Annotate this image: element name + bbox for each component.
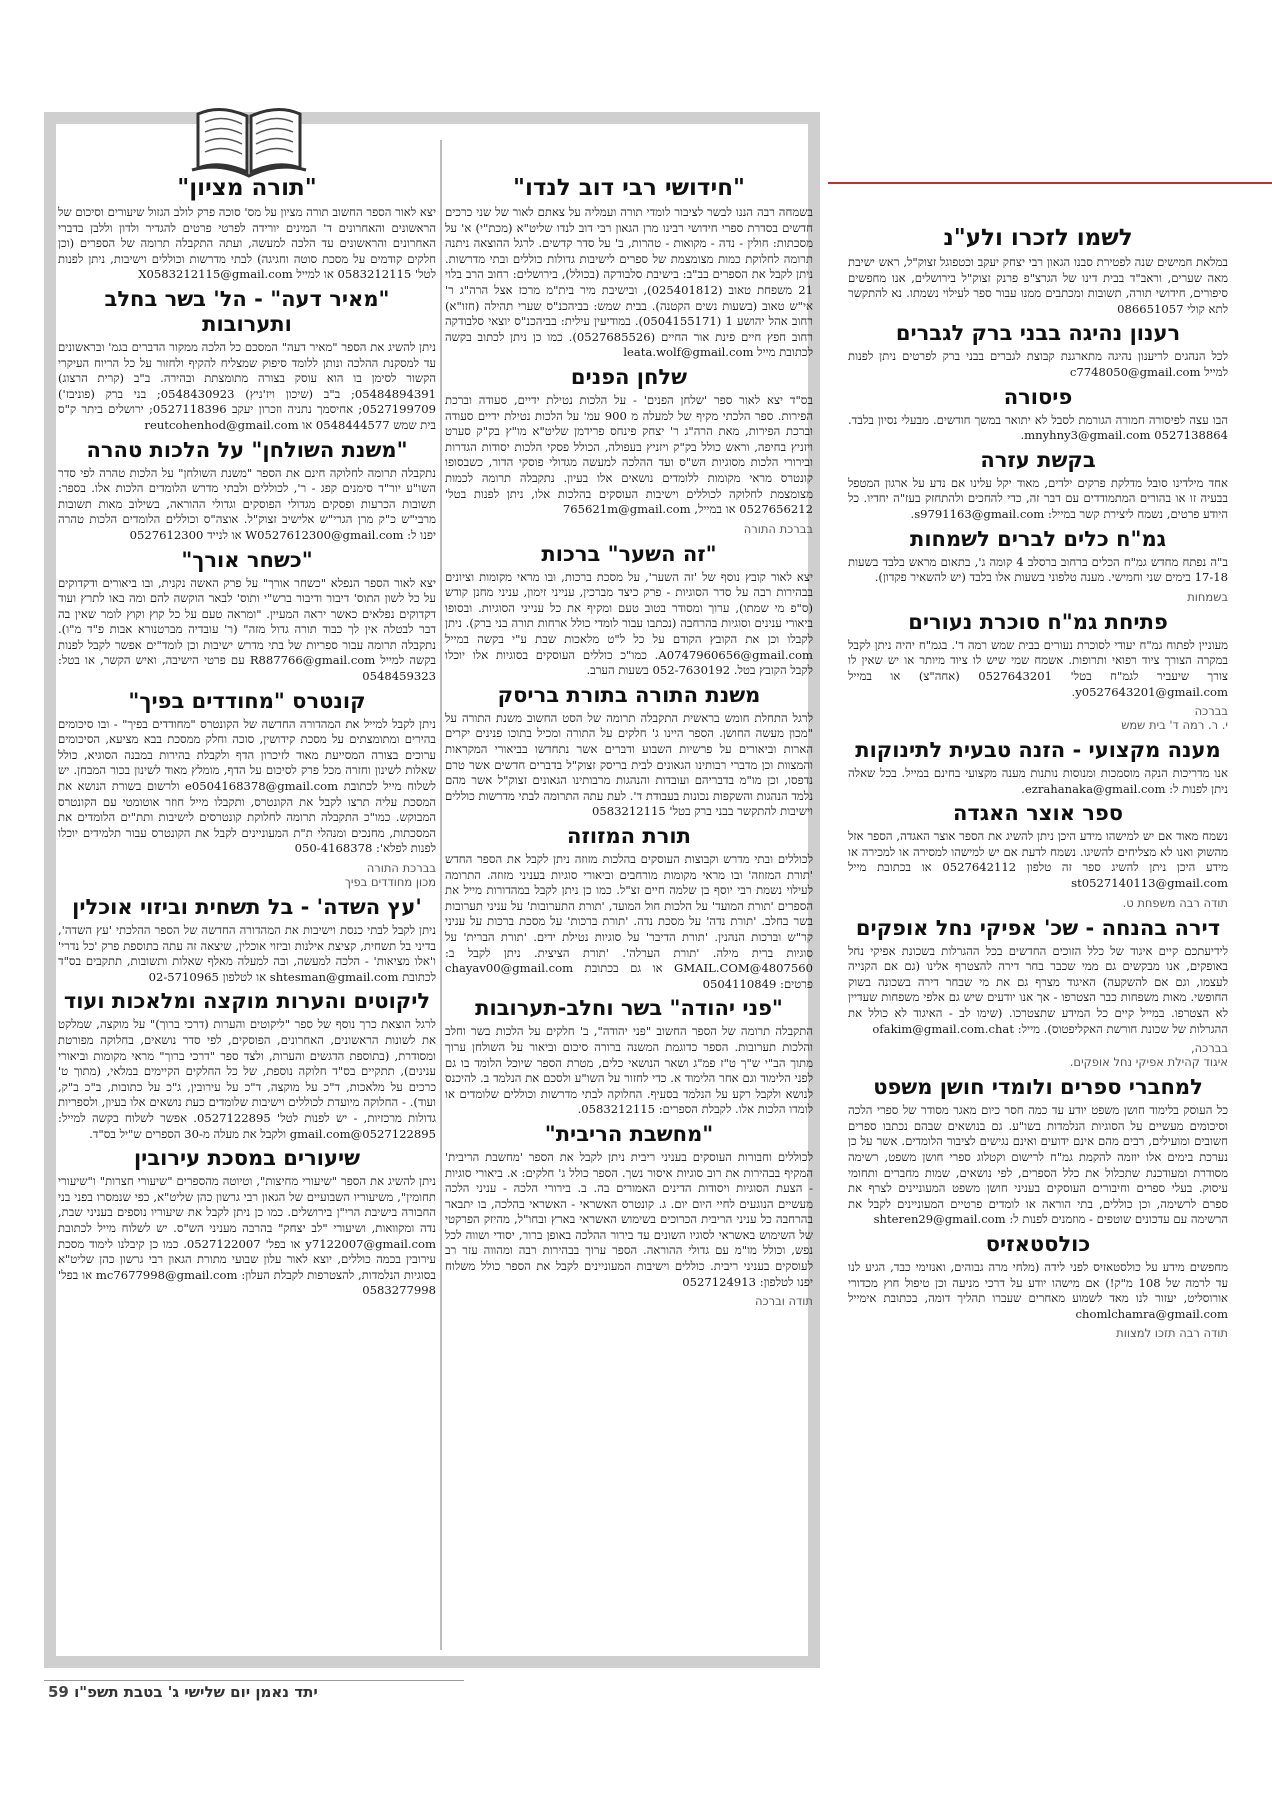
notice-text: ניתן להשיג את הספר "מאיר דעה" המסכם כל הלכה ממקור הדברים בגמ' ובראשונים עד למסקנת ההלכה ונותן ללומד סיפוק שמצליח להקיף ולחזור על כל הריוח העיקרי הקשור לסימן בו הוא עוסק בצורה מתומצתת ובהירה. ב"ב (קרית הרצוג) 05484894391; ב"ב (שיכון ויז'ניץ) 0548430923; בני ברק (פוניבז') 0527199709; אחיסמך נתניה וזכרון יעקב 0527118396; ירושלים ביתר ק"ס בית שמש 0548444577 או reutcohenhod@gmail.com bbox=[58, 339, 436, 432]
notice-text: נשמח מאוד אם יש למישהו מידע היכן ניתן להשיג את הספר אוצר האגדה, הספר אזל מהשוק ואנו לא מצליחים להשיגו. נשמח לדעת אם יש למישהו למסירה או למכירה או מידע היכן ניתן להשיג ספר זה טלפון 0527642112 או בכתובת מייל st0527140113@gmail.com bbox=[848, 829, 1228, 891]
notice-text: בשמחה רבה הננו לבשר לציבור לומדי תורה ועמליה על צאתם לאור של שני כרכים חדשים בסדרת ספרי חידושי רבינו מרן הגאון רבי דוב לנדו שליט"א (מכת"י) א' על מסכתות: חולין - נדה - מקואות - טהרות, ב' על סדר קדשים. לרגל ההוצאה ניתנה תרומה לחלוקת כמות מצומצמת של ספרים לישיבות גדולות כוללים ובתי מדרשות. ניתן לקבל את הספרים בב"ב: בישיבת סלבודקה (בכולל), בירושלים: רחוב הרב בלוי 21 משפחת טאוב (025401812), ובישיבת מיר בית"מ מרכז אצל הרה"ג ר' אי"ש טאוב (בשעות נשים הקטנה). בבית שמש: בביהכנ"ס שערי תהילה (חזו"א) רחוב אהל יהושע 1 (0504155171). במודיעין עילית: בביהכנ"ס יוצאי סלבודקה רחוב חפץ חיים פינת אור החיים (0527685526). כמו כן ניתן לכתוב בקשה לכתובת מייל leata.wolf@gmail.com bbox=[445, 205, 813, 360]
notice-text: מחפשים מידע על כולסטאזיס לפני לידה (מלחי מרה גבוהים, ואנזימי כבד, הגיע לנו עד לרמה של 108 מ"ק!) אם מישהו יודע על דרכי מניעה וכן טיפול חוץ מכדורי אורוסליט, יעזור לנו מאד לשמוע מאחרים שעברו תהליך דומה, בכתובת אימייל chomlchamra@gmail.com bbox=[848, 1259, 1228, 1321]
notice bbox=[445, 542, 813, 679]
notice bbox=[848, 385, 1228, 444]
notice-title: משנת התורה בתורת בריסק bbox=[497, 682, 761, 707]
notice-title: "תורה מציון" bbox=[177, 175, 317, 201]
notice bbox=[848, 1075, 1228, 1228]
notice bbox=[58, 1146, 436, 1299]
notice bbox=[848, 916, 1228, 1070]
notice bbox=[445, 824, 813, 992]
notice-text: יצא לאור קובץ נוסף של 'זה השער', על מסכת ברכות, ובו מראי מקומות וציונים בבהירות רבה על סדר הסוגיות - פרק כיצד מברכין, ענייני זימון, עניני מחנן קודש (ס"פ מי שמתו), ערוך ומסודר בטוב טעם ומקיף את כל ענייני הסוגיות. ובסופו ביאורי ענינים וסוגיות בהרחבה (נכתבו עבור לומדי כולל ארחות תורה בני ברק). ניתן לקבלו וכן את הקובץ הקודם על כל ל"ט מלאכות שבת ע"י בקשה במייל A0747960656@gmail.com. כמו"כ כוללים העוסקים בסוגיות אלו יוכלו לקבל הקובץ בטל. 052-7630192 בשעות הערב. bbox=[445, 569, 813, 678]
notice-title: "זה השער" ברכות bbox=[541, 541, 717, 566]
notice-title: ספר אוצר האגדה bbox=[952, 801, 1124, 826]
notice-text: בס"ד יצא לאור ספר 'שלחן הפנים' - על הלכות נטילת ידיים, סעודה וברכת הפירות. ספר הלכתי מקיף של למעלה מ 900 עמ' על הלכות נטילת ידיים סעודה וברכת הפירות, מאת הרה"ג ר' יצחק פינחס פרידמן שליט"א מו"ץ בק"ק סערט ויזניץ בחיפה, וראש כולל בק"ק ויזניץ בעפולה, הכולל פסקי הלכות יסודות הגדרות ובירורי הלכות מסוגיות הש"ס ועד ההלכה למעשה מגדולי פוסקי הדור, כשבסופו קונטרס מראי מקומות ללומדים נושאים אלו בעיון. נתקבלה תרומה לכמות מצומצמת לחלוקה לכוללים וישיבות העוסקים בהלכות אלו, ניתן לפנות בטל' 0527656212 או במייל, 765621m@gmail.com bbox=[445, 392, 813, 517]
notice-title: "מחשבת הריבית" bbox=[544, 1121, 714, 1146]
notice-text: אחד מילדינו סובל מדלקת פרקים ילדים, מאוד יקל עלינו אם נדע על ארגון המטפל בבעיה זו או בהורים המתמודדים עם דבר זה, כדי להחכים ולהתחזק בעז"ה יחדיו. כל היודע פרטים, נשמח ליצירת קשר במייל: s9791163@gmail.com. bbox=[848, 475, 1228, 521]
notice bbox=[848, 801, 1228, 909]
notice-text: כל העוסק בלימוד חושן משפט יודע עד כמה חסר כיום מאגר מסודר של ספרי הלכה וסיכומים מעשיים על הסוגיות הנלמדות בשו"ע. גם בנושאים שבהם נכתבו ספרים חשובים ומועילים, רבים מהם אינם ידועים ואינם נגישים לציבור הלומדים. אשר על כן נערכת בימים אלו יוזמה להקמת גמ"ח לרישום וקטלוג ספרי חושן משפט, רשימה מסודרת ומעודכנת שתכלול את כלל הספרים, לפי נושאים, שמות מחברים ותחומי עיסוק. בעלי ספרים וחיבורים העוסקים בעניני חושן משפט המעוניינים לצרף את ספרם לרשימה, וכן כוללים, בתי הוראה או לומדים פרטיים המעוניינים לקבל את הרשימה עם עדכונים שוטפים - מוזמנים לפנות ל: shteren29@gmail.com bbox=[848, 1103, 1228, 1227]
notice bbox=[445, 174, 813, 361]
notice bbox=[58, 989, 436, 1142]
notice-text: אנו מדריכות הנקה מוסמכות ומנוסות נותנות מענה מקצועי בחינם במייל. בכל שאלה ניתן לפנות ל: ezrahanaka@gmail.com. bbox=[848, 766, 1228, 796]
notice-text: יצא לאור הספר החשוב תורה מציון על מס' סוכה פרק לולב הגזול שיעורים וסיכום של הראשונים והאחרונים ד' המינים יורידה לפרטי פרטים להגדיר ולדון וללבן בדברי האחרונים והראשונים עד הלכה למעשה, ועתה התקבלה תרומה של הספרים (וכן חלקים קודמים על מסכת סוטה וחגיגה) לבתי מדרשות וכוללים וישיבות, ניתן לפנות לטל' 0583212115 או למייל X0583212115@gmail.com bbox=[58, 205, 436, 282]
notice-title: פיסורה bbox=[1003, 384, 1073, 409]
notice-title: "פני יהודה" בשר וחלב-תערובות bbox=[475, 996, 783, 1021]
column-divider bbox=[440, 140, 442, 1650]
notice-text: ניתן להשיג את הספר "שיעורי מחיצות", וטיוטה מהספרים "שיעורי חצרות" ו"שיעורי תחומין", משיעוריו השבועיים של הגאון רבי גרשון כהן שליט"א, כפי שנמסרו בפני בני החבורה בישיבת הרי"ן בירושלים. כמו כן ניתן לקבל את שיעוריו נוספים בעניני שבת, נדה ומקוואות, ושיעורי "לב יצחק" בהרבה מעניני הש"ס. יש לשלוח מייל לכתובת y7122007@gmail.com או בפל' 0527122007. כמו כן קיבלנו לימוד מסכת עירובין בכמה כוללים, יוצא לאור עלון שבועי מתורת הגאון רבי גרשון כהן שליט"א בסוגיות הנלמדות, להצטרפות לקבלת העלון: mc7677998@gmail.com או בפל' 0583277998 bbox=[58, 1174, 436, 1298]
notice-title: "משנת השולחן" על הלכות טהרה bbox=[86, 437, 408, 462]
notice-title: בקשת עזרה bbox=[980, 447, 1096, 472]
notice-title: דירה בהנחה - שכ' אפיקי נחל אופקים bbox=[855, 915, 1221, 940]
notice-text: במלאת חמישים שנה לפטירת סבנו הגאון רבי יצחק יעקב וכטפוגל זצוק"ל, ראש ישיבת מאה שערים, וראב"ד בבית דינו של הגרצ"פ פרנק זצוק"ל בירושלים, אנו מחפשים סיפורים, חידושי תורה, תשובות ומכתבים ממנו עבור ספר לעילוי נשמתו. נא להתקשר לתא קולי 086651057 bbox=[848, 255, 1228, 316]
notice bbox=[848, 448, 1228, 523]
notice bbox=[445, 365, 813, 536]
right-column bbox=[848, 220, 1228, 1666]
notice-title: מענה מקצועי - הזנה טבעית לתינוקות bbox=[855, 738, 1221, 763]
notice-title: גמ"ח כלים לברים לשמחות bbox=[909, 526, 1167, 551]
notice-title: רענון נהיגה בבני ברק לגברים bbox=[895, 321, 1181, 346]
notice-text: לידיעתכם קיים איגוד של כלל הזוכים החדשים בכל ההגרלות בשכונת אפיקי נחל באופקים, אנו מבקשים גם ממי שכבר בחר דירה להצטרף אלינו (גם אם הקנייה לעצמו, וגם אם להשקעה) האיגוד מצרף גם את מי שבחר דירה בשכונה בשוק החופשי. מאות משפחות כבר הצטרפו - אך אנו יודעים שיש גם אלפי משפחות שעדיין לא הצטרפו. במייל קיים כל המידע שתצטרכו. (שימו לב - האיגוד לא כולל את ההגרלות של שכונת חורשת האקליפטוס). מייל: ofakim@gmail.com.chat bbox=[848, 943, 1228, 1036]
notice bbox=[58, 548, 436, 685]
notice bbox=[445, 1122, 813, 1308]
notice-title: לשמו לזכרו ולע"נ bbox=[943, 225, 1133, 251]
notice-text: ניתן לקבל לבתי כנסת וישיבות את המהדורה החדשה של הספר ההלכתי 'עץ השדה', בדיני בל תשחית, קציצת אילנות וביזוי אוכלין, שיצאה זה עתה בתוספת פרק 'כל נדרי' ו'אלו מציאות' - הלכה למעשה, ובה למעלה מאלף שאלות ותשובות, תתקבים בס"ד לכתובת shtesman@gmail.com או לטלפון 02-5710965 bbox=[58, 923, 436, 984]
notice bbox=[445, 996, 813, 1118]
notice-title: כולסטאזיס bbox=[985, 1231, 1091, 1256]
notice-signature: בברכת התורה מכון מחודדים בפיך bbox=[344, 861, 436, 889]
notice-signature: תודה וברכה bbox=[754, 1294, 813, 1309]
notice-text: לכוללים ובתי מדרש וקבוצות העוסקים בהלכות מזוזה ניתן לקבל את הספר החדש 'תורת המזוזה' ובו מראי מקומות מורחבים וביאורי סוגיות בעניני מזוזה. התרומה לעילוי נשמת רבי יוסף בן שלמה חיים זצ"ל. כמו כן ניתן לקבל במהדורות מייל את הספרים 'תורת המועד' על הלכות חול המועד, 'תורת התערובות' על עניני תערובות בשר בחלב. 'תורת נדה' על מסכת נדה. 'תורת ברכות' על מסכת ברכות על עניני קר"ש וברכות הנהנין. 'תורת הדיבר' על סוגיות נטילת ידים. 'תורת הברית' על סוגיות ברית מילה. 'תורת הערלה'. 'תורת הציצית. ניתן לקבל ב: 4807560@GMAIL.COM או גם בכתובת chayav00@gmail.com פרטים: 0504110849 bbox=[445, 852, 813, 991]
open-book-icon bbox=[190, 100, 308, 178]
notice bbox=[848, 1232, 1228, 1340]
notice bbox=[848, 224, 1228, 317]
notice bbox=[848, 610, 1228, 732]
notice-text: מעוניין לפתוח גמ"ח יעודי לסוכרת נעורים בבית שמש רמה ד'. בגמ"ח יהיה ניתן לקבל במקרה הצורך ציוד רפואי ותרופות. אשמח שמי שיש לו ציוד מיותר או יש שאין לו צורך שיעביר לגמ"ח בטל' 0527643201 (אחה"צ) או במייל y0527643201@gmail.com. bbox=[848, 637, 1228, 699]
notice-text: נתקבלה תרומה לחלוקה חינם את הספר "משנת השולחן" על הלכות טהרה לפי סדר השו"ע יור"ד סימנים קפג - ר', לכוללים ולבתי מדרש הלומדים הלכות אלו. בספר: תשובות הכרעות ופסקים מגדולי הפוסקים וגדולי ההוראה, בשילוב מאות תשובות מרבי"ש כ"ק מרן הגרי"ש אלישיב זצוק"ל. אוצה"ס וכוללים הלומדים הלכות טהרה יפנו ל: W0527612300@gmail.com או לנייד 0527612300 bbox=[58, 465, 436, 542]
notice bbox=[848, 738, 1228, 797]
notice-text: לרגל הוצאת כרך נוסף של ספר "ליקוטים והערות (דרכי ברוך)" על מוקצה, שמלקט את לשונות הראשונים, האחרונים, הפוסקים, לפי סדר נושאים, בחלוקה מפורטת ומסודרת, (בתוספת הדגשים והערות, ולצד ספר "דרכי ברוך" מראי מקומות וביאורי ענינים), תתקיים בס"ד חלוקה נוספת, של כל החלקים הקיימים במלאי, (מתוך ט' כרכים על מלאכות, ד"כ על מוקצה, ד"כ על עירובין, ג"כ על כתובות, ב"כ ב"ק, ועוד). - החלוקה מיועדת לכוללים וישיבות שלומדים כעת נושאים אלו בעיון, ולספריות גדולות מרכזיות, - יש לפנות לטל' 0527122895. אפשר לשלוח בקשה למייל: 0527122895@gmail.com ולקבל את מעלה מ-30 הספרים ש"יל בס"ד. bbox=[58, 1017, 436, 1141]
notice-signature: תודה רבה משפחת ט. bbox=[1122, 895, 1228, 910]
middle-column bbox=[445, 170, 813, 1666]
notice bbox=[58, 438, 436, 544]
notice-title: קונטרס "מחודדים בפיך" bbox=[128, 688, 366, 713]
notice-text: לרגל התחלת חומש בראשית התקבלה תרומה של הסט החשוב משנת התורה על "מכון מעשה החושן. הספר היינו ג' חלקים על התורה ומכיל בתוכו פנינים יקרים הארות וביאורים על פרשיות השבוע ודברים אשר נתחדשו בביאורי המקראות והמצוות וכן מדברי רבותינו הגאונים לבית בריסק זצוק"ל בדברים חדשים אשר טרם נדפסו, וכן מו"מ בדבריהם ועובדות והנהגות מרבותינו הגאונים זצוק"ל אשר מהם נלמד הנהגות והשקפות נכונות בעבודת ד'. לעת עתה התרומה לבתי מדרשות כוללים וישיבות להתקשר בבני ברק בטל' 0583212115 bbox=[445, 710, 813, 819]
notice-text: יצא לאור הספר הנפלא "כשחר אורך" על פרק האשה נקנית, ובו ביאורים ודקדוקים על כל לשון התוס' דיבור ודיבור ברש"י ותוס' לבאר הוקשה להם ומה באו לתרץ ועוד דקדוקים נפלאים כאשר יראה המעיין. "ומראה טעם על כל קוץ וקוץ לומר שאין בה דבר לבטלה אין לך כבוד תורה גדול מזה" (ר' עובדיה מברטנורא אבות פ"ד מ"ו). נתקבלה תרומה עבור ספריות של בתי מדרש ישיבות וכן לומד"ים אפשר לקבל לפנות בקשה למייל R887766@gmail.com עם פרטי הישיבה, ואיש הקשר, או בטל: 0548459323 bbox=[58, 575, 436, 684]
notice bbox=[848, 527, 1228, 604]
notice-title: 'עץ השדה' - בל תשחית וביזוי אוכלין bbox=[72, 895, 422, 919]
notice-title: תורת המזוזה bbox=[567, 824, 691, 848]
notice bbox=[848, 321, 1228, 380]
notice-signature: בברכה י. ר. רמה ד' בית שמש bbox=[1121, 704, 1228, 733]
page-footer bbox=[44, 1680, 464, 1709]
notice bbox=[58, 895, 436, 985]
notice-title: ליקוטים והערות מוקצה ומלאכות ועוד bbox=[63, 989, 431, 1014]
notice-title: שיעורים במסכת עירובין bbox=[133, 1146, 361, 1171]
notice bbox=[58, 689, 436, 889]
notice bbox=[58, 287, 436, 434]
notice bbox=[445, 683, 813, 820]
notice-signature: בשמחות bbox=[1187, 589, 1228, 604]
notice-signature: תודה רבה תזכו למצוות bbox=[1116, 1326, 1228, 1341]
left-column bbox=[58, 170, 436, 1666]
page-number: 59 bbox=[48, 1683, 69, 1701]
footer-date: יום שלישי ג' בטבת תשפ"ו bbox=[74, 1683, 251, 1701]
notice-title: למחברי ספרים ולומדי חושן משפט bbox=[873, 1075, 1203, 1100]
footer-publication: יתד נאמן bbox=[255, 1683, 318, 1701]
notice bbox=[58, 174, 436, 283]
notice-title: "כשחר אורך" bbox=[181, 547, 313, 572]
top-red-rule bbox=[828, 182, 1272, 184]
notice-text: ניתן לקבל למייל את המהדורה החדשה של הקונטרס "מחודדים בפיך" - ובו סיכומים בהירים ומתומצתים על מסכת קידושין, סוכה וחלק ממסכת בבא מציעא, הסיכומים ערוכים בצורה המסייעת מאוד לזיכרון הדף ולקבלת בהירות במבנה הסוגיא, כולל שאלות לשינון וחזרה מכל פרק לסיכום על הדף, מומלץ מאוד לשינון בכור המבחן. יש לשלוח מייל לכתובת e0504168378@gmail.com ולרשום בשורת הנושא את המסכת עליה תרצו לקבל את הקונטרס, ותקבלו מייל חוזר אוטומטי עם הקונטרס המבוקש. כמו"כ התקבלה תרומה לחלוקת קונטרסים לישיבות ותת"ים הלומדים את המסכתות, מחנכים ומנהלי ת"ת המעוניינים לקבל את הקונטרס עבור תלמידים יוכלו לפנות לפלא': 050-4168378 bbox=[58, 716, 436, 856]
notice-text: התקבלה תרומה של הספר החשוב "פני יהודה", ב' חלקים על הלכות בשר וחלב והלכות תערובות. הספר כדוגמת המשנה ברורה סיכום וביאור על השולחן ערוך מתוך הב"י ש"ך ט"ז פמ"ג ושאר הנושאי כלים, מטרת הספר שיוכל הלומד בו גם לפני הלימוד וגם אחר הלימוד א. כדי לחזור על השו"ע ולסכם את הנלמד ב. להיכנס לנושא ולקבל רקע על הנלמד בסעיף. החלוקה לבתי מדרשות וכוללים שלומדים או לומדו הלכות אלו. לקבלת הספרים: 0583212115. bbox=[445, 1024, 813, 1117]
notice-title: פתיחת גמ"ח סוכרת נעורים bbox=[908, 609, 1168, 634]
notice-text: הבו עצה לפיסורה חמורה הגורמת לסבל לא יתואר במשך חודשים. מבעלי נסיון בלבד. 0527138864 mnyhny3@gmail.com. bbox=[848, 412, 1228, 443]
notice-title: "חידושי רבי דוב לנדו" bbox=[512, 175, 746, 201]
notice-text: לכוללים וחבורות העוסקים בעניני ריבית ניתן לקבל את הספר 'מחשבת הריבית' המקיף בבהירות את רוב סוגיות איסור נשך. הספר כולל ג' חלקים: א. ביאורי סוגיות - הצעת הסוגיות ויסודות הדינים האמורים בה. ב. בירורי הלכה - עניני הלכה מעשיים הנוגעים לחיי היום יום. ג. קונטרס האשראי - האשראי בהלכה, בו יתבאר בהרחבה כל עניני הריבית הכרוכים בשימוש האשראי בארץ ובחו"ל, מהיזק הפרקטי של השימוש באשראי לסוגיו השונים עד בירור ההלכה באופן ברור, יסודי ושווה לכל נפש, וכולל מו"מ עם גדולי ההוראה. הספר ערוך בבהירות רבה ומהווה עזר רב לעוסקים בעניני ריבית. כוללים וישיבות המעוניינים לקבל את הספר כולל משלוח יפנו לטלפון: 0527124913 bbox=[445, 1149, 813, 1289]
notice-signature: בברכה, איגוד קהילת אפיקי נחל אופקים. bbox=[1069, 1041, 1228, 1070]
notice-text: ב"ה נפתח מחדש גמ"ח הכלים ברחוב ברסלב 4 קומה ג', בתאום מראש בלבד בשעות 17-18 בימים שני וחמישי. מענה טלפוני בשעות אלו בלבד (יש להשאיר פקדון). bbox=[848, 554, 1228, 585]
notice-signature: בברכת התורה bbox=[743, 521, 813, 536]
notice-title: שלחן הפנים bbox=[570, 364, 688, 389]
notice-text: לכל הנהגים לריענון נהיגה מתארגנת קבוצת לגברים בבני ברק לפרטים ניתן לפנות למייל c7748050@gmail.com bbox=[848, 349, 1228, 379]
notice-title: "מאיר דעה" - הל' בשר בחלב ותערובות bbox=[104, 286, 390, 336]
